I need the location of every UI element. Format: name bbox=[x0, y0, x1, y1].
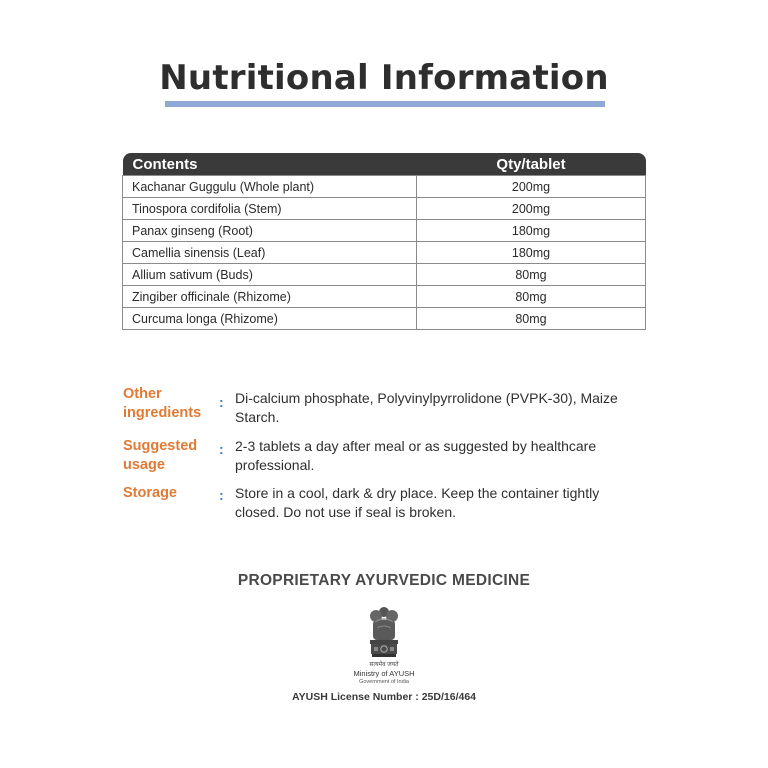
qty-cell: 80mg bbox=[417, 308, 646, 330]
header-qty: Qty/tablet bbox=[417, 153, 646, 176]
header-contents: Contents bbox=[123, 153, 417, 176]
info-value: Store in a cool, dark & dry place. Keep the container tightly closed. Do not use if seal is broken. bbox=[235, 485, 600, 520]
qty-cell: 180mg bbox=[417, 220, 646, 242]
content-cell: Zingiber officinale (Rhizome) bbox=[123, 286, 417, 308]
national-emblem-icon bbox=[364, 606, 404, 662]
emblem-motto: सत्यमेव जयते bbox=[369, 662, 399, 668]
table-header-row bbox=[123, 153, 646, 176]
qty-cell: 80mg bbox=[417, 286, 646, 308]
table-row bbox=[123, 264, 646, 286]
ministry-text: Ministry of AYUSH bbox=[353, 669, 415, 678]
info-label: Storage bbox=[123, 485, 177, 501]
table-row bbox=[123, 286, 646, 308]
table-row bbox=[123, 176, 646, 198]
info-colon: : bbox=[219, 441, 224, 457]
content-cell: Kachanar Guggulu (Whole plant) bbox=[123, 176, 417, 198]
info-label: Suggested usage bbox=[123, 438, 198, 473]
qty-cell: 80mg bbox=[417, 264, 646, 286]
nutrition-table bbox=[122, 153, 646, 330]
content-cell: Tinospora cordifolia (Stem) bbox=[123, 198, 417, 220]
page-title: Nutritional Information bbox=[159, 58, 609, 98]
content-cell: Panax ginseng (Root) bbox=[123, 220, 417, 242]
info-label: Other ingredients bbox=[123, 386, 202, 421]
table-row bbox=[123, 242, 646, 264]
info-value: Di-calcium phosphate, Polyvinylpyrrolidone (PVPK-30), Maize Starch. bbox=[235, 390, 618, 425]
content-cell: Camellia sinensis (Leaf) bbox=[123, 242, 417, 264]
content-cell: Curcuma longa (Rhizome) bbox=[123, 308, 417, 330]
info-value: 2-3 tablets a day after meal or as suggested by healthcare professional. bbox=[235, 438, 597, 473]
license-number: AYUSH License Number : 25D/16/464 bbox=[291, 691, 477, 703]
info-colon: : bbox=[219, 487, 224, 503]
government-text: Government of India bbox=[359, 679, 409, 685]
table-row bbox=[123, 308, 646, 330]
table-row bbox=[123, 220, 646, 242]
proprietary-heading: PROPRIETARY AYURVEDIC MEDICINE bbox=[237, 572, 531, 589]
qty-cell: 200mg bbox=[417, 176, 646, 198]
nutrition-table-container bbox=[122, 153, 646, 330]
table-row bbox=[123, 198, 646, 220]
qty-cell: 180mg bbox=[417, 242, 646, 264]
content-cell: Allium sativum (Buds) bbox=[123, 264, 417, 286]
info-colon: : bbox=[219, 394, 224, 410]
title-underline bbox=[165, 101, 605, 107]
qty-cell: 200mg bbox=[417, 198, 646, 220]
